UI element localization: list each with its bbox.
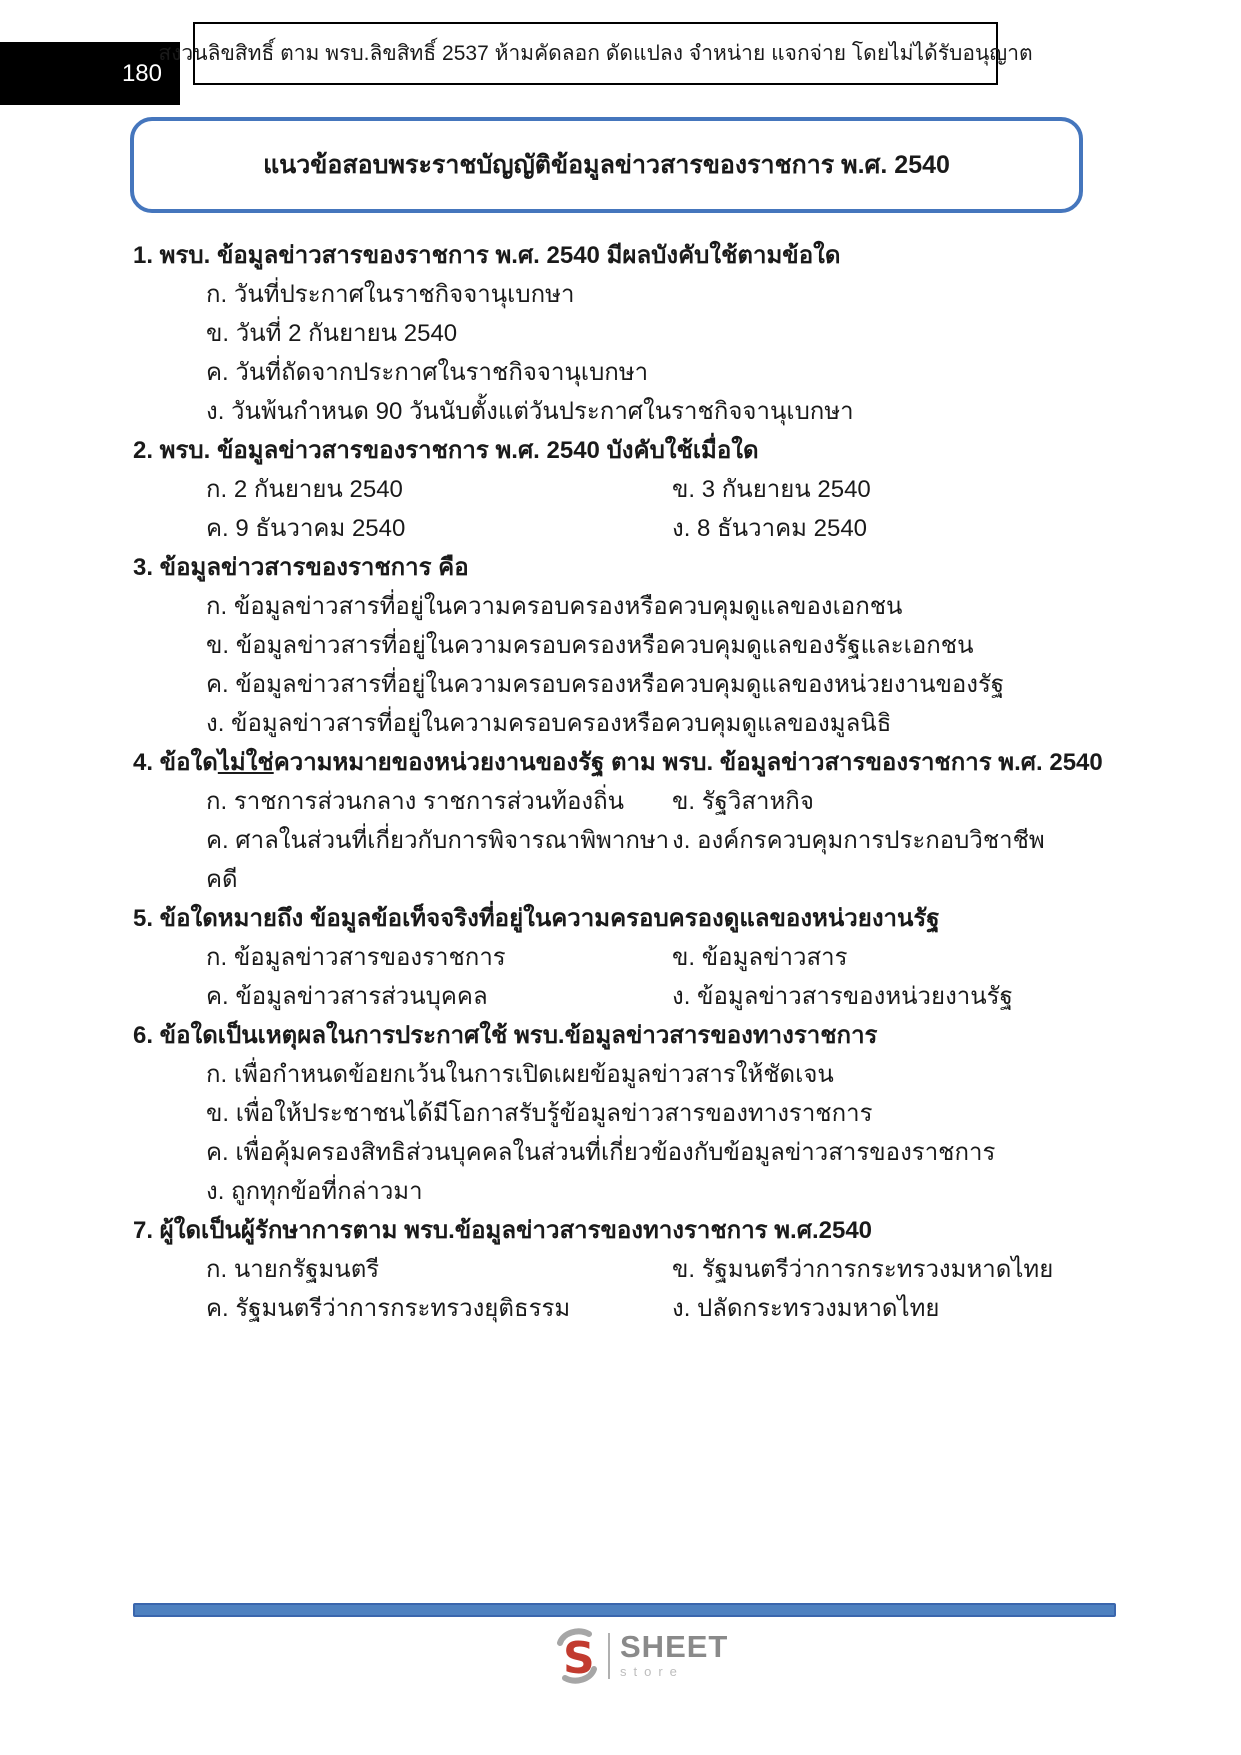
question-3-option-c: ค. ข้อมูลข่าวสารที่อยู่ในความครอบครองหรือควบคุมดูแลของหน่วยงานของรัฐ <box>206 671 1005 698</box>
exam-title: แนวข้อสอบพระราชบัญญัติข้อมูลข่าวสารของราชการ พ.ศ. 2540 <box>263 151 950 179</box>
question-5 <box>133 899 1123 1016</box>
question-4-title-underlined: ไม่ใช่ <box>217 749 274 776</box>
svg-text:S: S <box>563 1633 595 1684</box>
question-1 <box>133 236 1123 431</box>
question-5-option-a: ก. ข้อมูลข่าวสารของราชการ <box>206 944 506 971</box>
question-7-option-a: ก. นายกรัฐมนตรี <box>206 1256 380 1283</box>
question-6-title: 6. ข้อใดเป็นเหตุผลในการประกาศใช้ พรบ.ข้อมูลข่าวสารของทางราชการ <box>133 1022 878 1049</box>
copyright-text: สงวนลิขสิทธิ์ ตาม พรบ.ลิขสิทธิ์ 2537 ห้ามคัดลอก ดัดแปลง จำหน่าย แจกจ่าย โดยไม่ได้รับอนุญาต <box>158 42 1033 65</box>
question-6-option-b: ข. เพื่อให้ประชาชนได้มีโอกาสรับรู้ข้อมูลข่าวสารของทางราชการ <box>206 1100 873 1127</box>
question-4 <box>133 743 1123 899</box>
question-4-option-a: ก. ราชการส่วนกลาง ราชการส่วนท้องถิ่น <box>206 788 625 815</box>
question-2 <box>133 431 1123 548</box>
question-4-row-1 <box>133 782 1123 821</box>
question-6-option-c: ค. เพื่อคุ้มครองสิทธิส่วนบุคคลในส่วนที่เกี่ยวข้องกับข้อมูลข่าวสารของราชการ <box>206 1139 996 1166</box>
question-4-option-d: ง. องค์กรควบคุมการประกอบวิชาชีพ <box>672 827 1045 854</box>
question-6-option-a: ก. เพื่อกำหนดข้อยกเว้นในการเปิดเผยข้อมูลข่าวสารให้ชัดเจน <box>206 1061 834 1088</box>
question-7-row-1 <box>133 1250 1123 1289</box>
question-5-option-b: ข. ข้อมูลข่าวสาร <box>672 944 848 971</box>
question-5-title: 5. ข้อใดหมายถึง ข้อมูลข้อเท็จจริงที่อยู่ในความครอบครองดูแลของหน่วยงานรัฐ <box>133 905 940 932</box>
question-1-option-d: ง. วันพ้นกำหนด 90 วันนับตั้งแต่วันประกาศในราชกิจจานุเบกษา <box>206 398 854 425</box>
exam-title-box <box>130 117 1083 213</box>
logo-text-store: store <box>620 1664 684 1679</box>
question-7-title: 7. ผู้ใดเป็นผู้รักษาการตาม พรบ.ข้อมูลข่าวสารของทางราชการ พ.ศ.2540 <box>133 1217 873 1244</box>
question-7-row-2 <box>133 1289 1123 1328</box>
question-5-option-d: ง. ข้อมูลข่าวสารของหน่วยงานรัฐ <box>672 983 1013 1010</box>
question-1-title: 1. พรบ. ข้อมูลข่าวสารของราชการ พ.ศ. 2540 มีผลบังคับใช้ตามข้อใด <box>133 242 841 269</box>
copyright-notice-box <box>158 22 1033 85</box>
question-5-row-2 <box>133 977 1123 1016</box>
logo-text-sheet: SHEET <box>620 1629 729 1664</box>
question-1-option-a: ก. วันที่ประกาศในราชกิจจานุเบกษา <box>206 281 575 308</box>
question-4-title <box>133 743 1123 782</box>
question-7-option-d: ง. ปลัดกระทรวงมหาดไทย <box>672 1295 940 1322</box>
question-2-row-1 <box>133 470 1123 509</box>
question-3-option-b: ข. ข้อมูลข่าวสารที่อยู่ในความครอบครองหรือควบคุมดูแลของรัฐและเอกชน <box>206 632 974 659</box>
question-5-option-c: ค. ข้อมูลข่าวสารส่วนบุคคล <box>206 983 488 1010</box>
question-3-title: 3. ข้อมูลข่าวสารของราชการ คือ <box>133 554 469 581</box>
question-1-option-c: ค. วันที่ถัดจากประกาศในราชกิจจานุเบกษา <box>206 359 649 386</box>
sheet-store-logo <box>552 1628 728 1684</box>
question-3-option-a: ก. ข้อมูลข่าวสารที่อยู่ในความครอบครองหรือควบคุมดูแลของเอกชน <box>206 593 903 620</box>
question-2-title: 2. พรบ. ข้อมูลข่าวสารของราชการ พ.ศ. 2540 บังคับใช้เมื่อใด <box>133 437 759 464</box>
question-4-title-post: ความหมายของหน่วยงานของรัฐ ตาม พรบ. ข้อมูลข่าวสารของราชการ พ.ศ. 2540 <box>273 749 1103 776</box>
question-4-title-pre: 4. ข้อใด <box>133 749 218 776</box>
logo-divider <box>608 1633 610 1679</box>
question-4-option-c: ค. ศาลในส่วนที่เกี่ยวกับการพิจารณาพิพากษาคดี <box>206 827 670 893</box>
question-7-option-c: ค. รัฐมนตรีว่าการกระทรวงยุติธรรม <box>206 1295 571 1322</box>
question-2-option-a: ก. 2 กันยายน 2540 <box>206 476 403 503</box>
question-2-option-d: ง. 8 ธันวาคม 2540 <box>672 515 868 542</box>
question-7-option-b: ข. รัฐมนตรีว่าการกระทรวงมหาดไทย <box>672 1256 1054 1283</box>
question-5-row-1 <box>133 938 1123 977</box>
logo-s-icon <box>552 1628 602 1684</box>
question-7 <box>133 1211 1123 1328</box>
question-3-option-d: ง. ข้อมูลข่าวสารที่อยู่ในความครอบครองหรือควบคุมดูแลของมูลนิธิ <box>206 710 892 737</box>
footer-divider-bar <box>133 1603 1116 1617</box>
question-1-option-b: ข. วันที่ 2 กันยายน 2540 <box>206 320 458 347</box>
question-6-option-d: ง. ถูกทุกข้อที่กล่าวมา <box>206 1178 423 1205</box>
question-4-option-b: ข. รัฐวิสาหกิจ <box>672 788 814 815</box>
page-number: 180 <box>121 59 162 87</box>
question-2-option-b: ข. 3 กันยายน 2540 <box>672 476 871 503</box>
question-2-row-2 <box>133 509 1123 548</box>
question-4-row-2 <box>133 821 1123 899</box>
question-2-option-c: ค. 9 ธันวาคม 2540 <box>206 515 406 542</box>
question-3 <box>133 548 1123 743</box>
exam-content <box>133 236 1123 1328</box>
question-6 <box>133 1016 1123 1211</box>
page-number-badge <box>0 42 180 105</box>
